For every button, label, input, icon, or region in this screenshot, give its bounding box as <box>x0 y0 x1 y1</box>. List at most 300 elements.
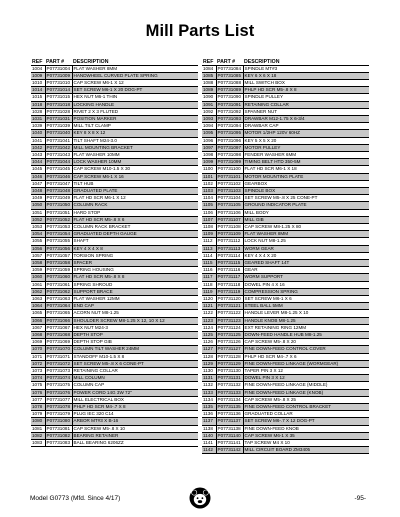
table-row <box>31 115 198 122</box>
table-row <box>202 411 369 418</box>
cell-description: SPINDLE PULLEY <box>243 94 369 101</box>
cell-ref: 1140 <box>202 432 216 439</box>
cell-ref: 1091 <box>202 101 216 108</box>
cell-part-number: P07731134 <box>216 396 243 403</box>
cell-part-number: P07731115 <box>216 259 243 266</box>
cell-part-number: P07731065 <box>46 310 71 316</box>
cell-description: LOCKING HANDLE <box>72 101 198 108</box>
cell-ref: 1056 <box>31 245 45 252</box>
cell-description: FINE DOWN-FEED LINKAGE (MIDDLE) <box>243 382 369 389</box>
cell-part-number: P07731061 <box>46 281 71 287</box>
cell-ref: 1010 <box>31 79 45 86</box>
cell-part-number: P07731090 <box>217 94 242 100</box>
table-row <box>202 404 369 411</box>
cell-part-number: P07731132 <box>216 382 243 389</box>
cell-description: DEPTH STOP GIB <box>72 339 198 346</box>
cell-part-number: P07731104 <box>216 195 243 202</box>
table-row <box>31 245 198 252</box>
cell-ref: 1076 <box>31 389 45 396</box>
cell-part-number: P07731127 <box>216 346 243 353</box>
cell-description: PLUG IEC 320 C14 <box>72 411 198 418</box>
cell-description: TAP SCREW M4 X 10 <box>243 440 369 447</box>
cell-part-number: P07731118 <box>216 281 243 288</box>
cell-part-number: P07731052 <box>46 216 71 222</box>
table-row <box>202 79 369 86</box>
table-row <box>202 310 369 317</box>
cell-description: FINE DOWN-FEED LINKAGE (KNOB) <box>243 389 369 396</box>
cell-description: COLUMN CAP <box>72 382 198 389</box>
cell-part-number: P07731077 <box>46 396 71 402</box>
table-row <box>202 360 369 367</box>
cell-ref: 1135 <box>202 404 216 411</box>
cell-ref: 1055 <box>31 238 45 245</box>
cell-ref: 1040 <box>31 130 45 137</box>
cell-part-number: P07731072 <box>46 360 71 366</box>
table-row <box>31 360 198 367</box>
cell-description: FLAT HD SCR M5-.8 X 6 <box>72 216 198 223</box>
cell-part-number: P07731015 <box>46 94 71 100</box>
cell-description: SPRING SHROUD <box>72 281 198 288</box>
table-row <box>202 425 369 432</box>
cell-part-number: P07731089 <box>217 87 242 93</box>
cell-part-number: P07731101 <box>216 173 243 180</box>
cell-description: LOCK WASHER 10MM <box>72 159 198 166</box>
table-row <box>31 94 198 101</box>
table-row <box>202 180 369 187</box>
table-row <box>31 303 198 310</box>
cell-ref: 1132 <box>202 382 216 389</box>
cell-ref: 1118 <box>202 281 216 288</box>
cell-description: SPINDLE BOX <box>243 187 369 194</box>
table-row <box>202 332 369 339</box>
table-row <box>202 238 369 245</box>
cell-description: RETAINING COLLAR <box>72 368 198 375</box>
cell-part-number: P07731080 <box>46 418 71 424</box>
cell-part-number: P07731103 <box>216 187 243 194</box>
cell-description: DEPTH STOP <box>72 332 198 339</box>
table-row <box>202 187 369 194</box>
cell-ref: 1120 <box>202 296 216 303</box>
cell-ref: 1050 <box>31 202 45 209</box>
table-row <box>31 65 198 72</box>
table-header-row <box>202 57 369 65</box>
cell-ref: 1064 <box>31 303 45 310</box>
table-row <box>202 159 369 166</box>
cell-ref: 1079 <box>31 411 45 418</box>
cell-ref: 1018 <box>31 101 45 108</box>
cell-description: GROUND INDICATOR PLATE <box>243 202 369 209</box>
cell-description: CAP SCREW M6-1 X 35 <box>243 432 369 439</box>
cell-description: HANDLE KNOB M8-1.25 <box>243 317 369 324</box>
table-row <box>202 223 369 230</box>
table-row <box>202 252 369 259</box>
cell-ref: 1138 <box>202 425 216 432</box>
cell-ref: 1088 <box>202 79 216 86</box>
cell-ref: 1041 <box>31 137 45 144</box>
cell-part-number: P07731062 <box>46 288 71 294</box>
cell-part-number: P07731125 <box>216 332 243 339</box>
cell-ref: 1004 <box>31 65 45 72</box>
cell-description: PHLP HD SCR M4-.7 X 8 <box>72 404 198 411</box>
cell-part-number: P07731084 <box>217 65 242 71</box>
cell-description: HARD STOP <box>72 209 198 216</box>
cell-description: GEARED SHAFT 14T <box>243 259 369 266</box>
cell-part-number: P07731048 <box>46 187 71 193</box>
cell-ref: 1015 <box>31 94 45 101</box>
table-row <box>31 396 198 403</box>
cell-description: MILL CIRCUIT BOARD ZM3405 <box>243 447 369 454</box>
cell-ref: 1142 <box>202 447 216 454</box>
cell-ref: 1071 <box>31 353 45 360</box>
grizzly-bear-logo-icon <box>189 487 211 509</box>
cell-part-number: P07731083 <box>46 440 71 446</box>
cell-ref: 1080 <box>31 418 45 425</box>
cell-ref: 1048 <box>31 187 45 194</box>
cell-ref: 1075 <box>31 382 45 389</box>
table-row <box>31 425 198 432</box>
cell-ref: 1104 <box>202 195 216 202</box>
cell-ref: 1039 <box>31 123 45 130</box>
table-row <box>31 288 198 295</box>
cell-description: KEY 4 X 4 X 8 <box>72 245 198 252</box>
header-part-number: PART # <box>45 57 72 65</box>
cell-description: STANDOFF M10-1.5 X 8 <box>72 353 198 360</box>
cell-description: MILL TILT CLAMP <box>72 123 198 130</box>
cell-part-number: P07731057 <box>46 252 71 258</box>
cell-ref: 1122 <box>202 310 216 317</box>
table-row <box>31 281 198 288</box>
cell-part-number: P07731116 <box>216 267 243 274</box>
cell-part-number: P07731046 <box>46 173 71 179</box>
cell-part-number: P07731074 <box>46 375 71 381</box>
table-row <box>31 296 198 303</box>
cell-description: ACORN NUT M8-1.25 <box>72 310 198 317</box>
cell-description: SHOULDER SCREW M8-1.25 X 12, 10 X 12 <box>72 317 198 324</box>
cell-part-number: P07731105 <box>216 202 243 209</box>
cell-ref: 1042 <box>31 144 45 151</box>
cell-description: TILT HUB <box>72 180 198 187</box>
cell-description: TAPER PIN 3 X 12 <box>243 368 369 375</box>
cell-description: HANDWHEEL CURVED PLATE SPRING <box>72 72 198 79</box>
cell-part-number: P07731010 <box>46 79 71 85</box>
cell-ref: 1009 <box>31 72 45 79</box>
cell-part-number: P07731114 <box>216 252 243 259</box>
cell-part-number: P07731054 <box>46 231 71 237</box>
cell-part-number: P07731039 <box>46 123 71 129</box>
table-header-row <box>31 57 198 65</box>
cell-description: BEARING RETAINER <box>72 432 198 439</box>
cell-description: SHAFT <box>72 238 198 245</box>
cell-description: FLAT HD SCR M5-.8 X 8 <box>72 274 198 281</box>
table-row <box>31 274 198 281</box>
table-row <box>202 216 369 223</box>
cell-description: STEEL BALL 5MM <box>243 303 369 310</box>
cell-description: CAP SCREW M5-.8 X 25 <box>243 396 369 403</box>
cell-part-number: P07731113 <box>216 245 243 252</box>
table-row <box>31 389 198 396</box>
cell-description: TORSION SPRING <box>72 252 198 259</box>
table-row <box>31 317 198 324</box>
cell-part-number: P07731123 <box>216 317 243 324</box>
header-description: DESCRIPTION <box>72 57 198 65</box>
cell-part-number: P07731107 <box>216 216 243 223</box>
cell-ref: 1068 <box>31 332 45 339</box>
cell-description: EXT RETAINING RING 12MM <box>243 324 369 331</box>
cell-part-number: P07731055 <box>46 238 71 244</box>
table-row <box>31 411 198 418</box>
cell-ref: 1095 <box>202 130 216 137</box>
cell-part-number: P07731088 <box>217 79 242 85</box>
cell-ref: 1053 <box>31 223 45 230</box>
parts-table-left <box>31 57 198 447</box>
cell-description: PHLP HD SCR M5-.8 X 8 <box>243 87 369 94</box>
cell-part-number: P07731081 <box>46 425 71 431</box>
cell-part-number: P07731112 <box>216 238 243 245</box>
cell-part-number: P07731043 <box>46 151 71 157</box>
cell-ref: 1100 <box>202 166 216 173</box>
table-row <box>31 368 198 375</box>
cell-part-number: P07731064 <box>46 303 71 309</box>
cell-part-number: P07731093 <box>217 115 242 121</box>
footer-model-text: Model G0773 (Mfd. Since 4/17) <box>30 495 121 502</box>
table-row <box>202 123 369 130</box>
cell-part-number: P07731108 <box>216 223 243 230</box>
cell-part-number: P07731049 <box>46 195 71 201</box>
cell-part-number: P07731124 <box>216 324 243 331</box>
table-row <box>31 418 198 425</box>
cell-description: FINE DOWN-FEED LINKAGE (WORMGEAR) <box>243 360 369 367</box>
cell-part-number: P07731137 <box>216 418 243 425</box>
cell-description: SET SCREW M6-1 X 20 DOG-PT <box>72 87 198 94</box>
cell-part-number: P07731075 <box>46 382 71 388</box>
cell-ref: 1060 <box>31 274 45 281</box>
cell-part-number: P07731079 <box>46 411 71 417</box>
cell-part-number: P07731073 <box>46 368 71 374</box>
cell-description: MOTOR 1/2HP 120V 60HZ <box>243 130 369 137</box>
table-row <box>31 404 198 411</box>
table-row <box>202 173 369 180</box>
cell-description: FLAT WASHER 8MM <box>72 65 198 72</box>
table-row <box>31 332 198 339</box>
cell-ref: 1057 <box>31 252 45 259</box>
cell-ref: 1094 <box>202 123 216 130</box>
cell-description: CAP SCREW M8-1.25 X 80 <box>243 223 369 230</box>
table-row <box>202 231 369 238</box>
cell-ref: 1126 <box>202 339 216 346</box>
cell-description: MOTOR MOUNTING PLATE <box>243 173 369 180</box>
cell-ref: 1061 <box>31 281 45 288</box>
table-row <box>202 108 369 115</box>
table-row <box>202 151 369 158</box>
table-row <box>202 296 369 303</box>
table-row <box>202 195 369 202</box>
cell-description: CAP SCREW M5-.8 X 10 <box>72 425 198 432</box>
cell-ref: 1066 <box>31 317 45 324</box>
cell-description: MILL BODY <box>243 209 369 216</box>
cell-description: FENDER WASHER 6MM <box>243 151 369 158</box>
cell-part-number: P07731117 <box>216 274 243 281</box>
cell-description: KEY 6 X 6 X 18 <box>243 72 369 79</box>
cell-part-number: P07731047 <box>46 180 71 186</box>
cell-ref: 1077 <box>31 396 45 403</box>
cell-part-number: P07731100 <box>216 166 243 173</box>
table-row <box>202 274 369 281</box>
cell-ref: 1090 <box>202 94 216 101</box>
table-row <box>202 440 369 447</box>
cell-description: SUPPORT BRACE <box>72 288 198 295</box>
table-row <box>31 108 198 115</box>
cell-ref: 1121 <box>202 303 216 310</box>
cell-description: GRADUATED PLATE <box>72 187 198 194</box>
cell-description: ARBOR MT#3 X B-16 <box>72 418 198 425</box>
cell-part-number: P07731040 <box>46 130 71 136</box>
cell-description: SET SCREW M5-.8 X 6 CONE-PT <box>72 360 198 367</box>
table-row <box>202 245 369 252</box>
header-description: DESCRIPTION <box>243 57 369 65</box>
table-row <box>31 310 198 317</box>
cell-part-number: P07731085 <box>217 72 242 78</box>
table-row <box>202 115 369 122</box>
cell-description: WORM SUPPORT <box>243 274 369 281</box>
table-row <box>202 353 369 360</box>
table-row <box>202 303 369 310</box>
cell-description: WORM GEAR <box>243 245 369 252</box>
table-row <box>31 130 198 137</box>
cell-ref: 1059 <box>31 267 45 274</box>
cell-ref: 1141 <box>202 440 216 447</box>
header-ref: REF <box>31 57 45 65</box>
table-row <box>31 137 198 144</box>
cell-part-number: P07731106 <box>216 209 243 216</box>
cell-part-number: P07731109 <box>216 231 243 238</box>
table-row <box>31 432 198 439</box>
cell-description: SET SCREW M6-.7 X 12 DOG-PT <box>243 418 369 425</box>
cell-ref: 1137 <box>202 418 216 425</box>
table-row <box>202 130 369 137</box>
cell-description: RIVET 2 X 3 FLUTED <box>72 108 198 115</box>
page-title: Mill Parts List <box>145 22 255 40</box>
table-row <box>202 209 369 216</box>
table-row <box>31 231 198 238</box>
cell-description: SPACER <box>72 259 198 266</box>
cell-ref: 1078 <box>31 404 45 411</box>
cell-description: DOWN-FEED HANDLE HUB M8-1.25 <box>243 332 369 339</box>
cell-description: CAP SCREW M6-1 X 16 <box>72 173 198 180</box>
table-row <box>31 353 198 360</box>
table-row <box>31 339 198 346</box>
table-row <box>31 187 198 194</box>
cell-description: MILL COLUMN <box>72 375 198 382</box>
cell-description: PHLP HD SCR M4-.7 X 6 <box>243 353 369 360</box>
cell-description: DRAWBAR M12-1.75 X 6-3/4 <box>243 115 369 122</box>
table-row <box>202 259 369 266</box>
cell-part-number: P07731130 <box>216 368 243 375</box>
cell-part-number: P07731063 <box>46 296 71 301</box>
cell-part-number: P07731050 <box>46 202 71 208</box>
table-row <box>31 382 198 389</box>
table-row <box>31 252 198 259</box>
cell-part-number: P07731131 <box>216 375 243 382</box>
table-row <box>202 339 369 346</box>
cell-ref: 1119 <box>202 288 216 295</box>
cell-ref: 1031 <box>31 115 45 122</box>
cell-description: POSITION MARKER <box>72 115 198 122</box>
cell-ref: 1097 <box>202 144 216 151</box>
cell-ref: 1072 <box>31 360 45 367</box>
cell-part-number: P07731098 <box>217 151 242 157</box>
cell-part-number: P07731071 <box>46 353 71 359</box>
cell-part-number: P07731091 <box>217 101 242 107</box>
cell-ref: 1089 <box>202 87 216 94</box>
cell-description: DOWEL PIN 4 X 16 <box>243 281 369 288</box>
table-row <box>31 159 198 166</box>
table-row <box>31 180 198 187</box>
cell-part-number: P07731068 <box>46 332 71 338</box>
table-row <box>31 238 198 245</box>
table-row <box>202 65 369 72</box>
cell-part-number: P07731058 <box>46 259 71 265</box>
table-row <box>202 281 369 288</box>
cell-ref: 1108 <box>202 223 216 230</box>
cell-ref: 1098 <box>202 151 216 158</box>
parts-table-right <box>202 57 369 454</box>
table-row <box>31 123 198 130</box>
table-row <box>202 368 369 375</box>
table-row <box>31 195 198 202</box>
cell-part-number: P07731141 <box>216 440 243 447</box>
header-ref: REF <box>202 57 216 65</box>
cell-ref: 1028 <box>31 108 45 115</box>
cell-description: SPINDLE MT#3 <box>243 65 369 72</box>
table-row <box>31 209 198 216</box>
cell-ref: 1133 <box>202 389 216 396</box>
cell-description: CAP SCREW M5-.8 X 20 <box>243 339 369 346</box>
cell-part-number: P07731041 <box>46 137 71 143</box>
table-row <box>202 94 369 101</box>
cell-ref: 1070 <box>31 346 45 353</box>
cell-description: END CAP <box>72 303 198 310</box>
cell-ref: 1074 <box>31 375 45 382</box>
cell-description: SET SCREW M5-.8 X 25 CONE-PT <box>243 195 369 202</box>
cell-description: SPRING HOUSING <box>72 267 198 274</box>
cell-description: FLAT HD SCR M6-1 X 12 <box>72 195 198 202</box>
table-row <box>202 267 369 274</box>
cell-part-number: P07731126 <box>216 339 243 346</box>
cell-part-number: P07731092 <box>217 108 242 114</box>
cell-part-number: P07731128 <box>216 353 243 360</box>
cell-part-number: P07731122 <box>216 310 243 317</box>
cell-ref: 1014 <box>31 87 45 94</box>
cell-ref: 1085 <box>202 72 216 79</box>
cell-part-number: P07731053 <box>46 223 71 229</box>
cell-ref: 1044 <box>31 159 45 166</box>
table-row <box>202 432 369 439</box>
cell-description: DRAWBAR CAP <box>243 123 369 130</box>
cell-description: FLAT WASHER 10MM <box>72 151 198 158</box>
cell-part-number: P07731120 <box>216 296 243 303</box>
cell-ref: 1046 <box>31 173 45 180</box>
table-row <box>31 267 198 274</box>
cell-part-number: P07731051 <box>46 209 71 215</box>
cell-description: GEARBOX <box>243 180 369 187</box>
cell-ref: 1106 <box>202 209 216 216</box>
cell-description: CAP SCREW M6-1 X 12 <box>72 79 198 86</box>
table-row <box>31 259 198 266</box>
table-row <box>31 151 198 158</box>
table-row <box>31 440 198 447</box>
cell-description: GRADUATED COLLAR <box>243 411 369 418</box>
cell-description: MILL MOUNTING BRACKET <box>72 144 198 151</box>
